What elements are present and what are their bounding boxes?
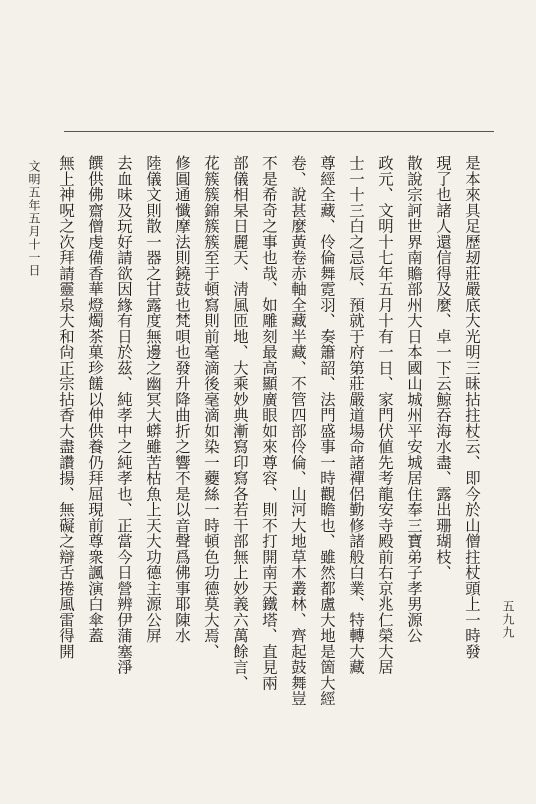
text-column-2: 現了也諸人還信得及麼、卓一下云鯨吞海水盡、露出珊瑚枝、 [434,155,452,581]
text-column-15: 無上神呪之次拜請靈泉大和尙正宗拈香大盡讚揚、無礙之辯舌捲風雷得開 [57,155,75,659]
text-column-8: 不是希奇之事也哉、如雕刻最高顯廣眼如來尊容、則不打開南天鐵塔、直見兩 [260,155,278,691]
text-column-5: 士一十三白之忌辰、預就于府第莊嚴道場命諸禪侶勤修諸般白業、特轉大藏 [347,155,365,675]
text-column-4: 政元、文明十七年五月十有一日、家門伏値先考龍安寺殿前右京兆仁榮大居 [376,155,394,675]
text-column-13: 去血味及玩好請欲因緣有日於茲、純孝中之純孝也、正當今日營辨伊蒲塞淨 [115,155,133,675]
text-column-10: 花簇簇錦簇簇至于頓寫則前毫滴後毫滴如染一蘷絲一時頓色功德莫大焉、 [202,155,220,659]
text-column-6: 尊經全藏、伶倫舞霓羽、奏簫韶、法門盛事一時觀瞻也、雖然都盧大地是箇大經 [318,155,336,707]
text-column-14: 饌供佛齋僧虔備香華燈燭茶菓珍饈以伸供養仍拜屈現前尊衆諷演白傘蓋 [86,155,104,644]
header-rule [64,131,494,132]
text-column-11: 修圓通懺摩法則鐃鼓也梵唄也發升降曲折之響不是以音聲爲佛事耶陳水 [173,155,191,644]
text-column-7: 卷、說甚麼黃卷赤軸全藏半藏、不管四部伶倫、山河大地草木叢林、齊起鼓舞豈 [289,155,307,707]
text-column-1: 是本來具足歷刼莊嚴底大光明三昧拈拄杖云、即今於山僧拄杖頭上一時發 [463,155,481,659]
text-column-3: 散說宗訶世界南贍部州大日本國山城州平安城居住奉三寶弟子孝男源公 [405,155,423,644]
running-date: 文明五年五月十一日 [27,160,41,277]
body-text [52,155,482,715]
text-column-12: 陸儀文則散一器之甘露度無邊之幽冥大蟒雖苦枯魚上天大功德主源公屏 [144,155,162,644]
page-number: 五九九 [501,600,515,639]
text-column-9: 部儀相杲日麗天、淸風匝地、大乘妙典漸寫印寫各若干部無上妙義六萬餘言、 [231,155,249,691]
